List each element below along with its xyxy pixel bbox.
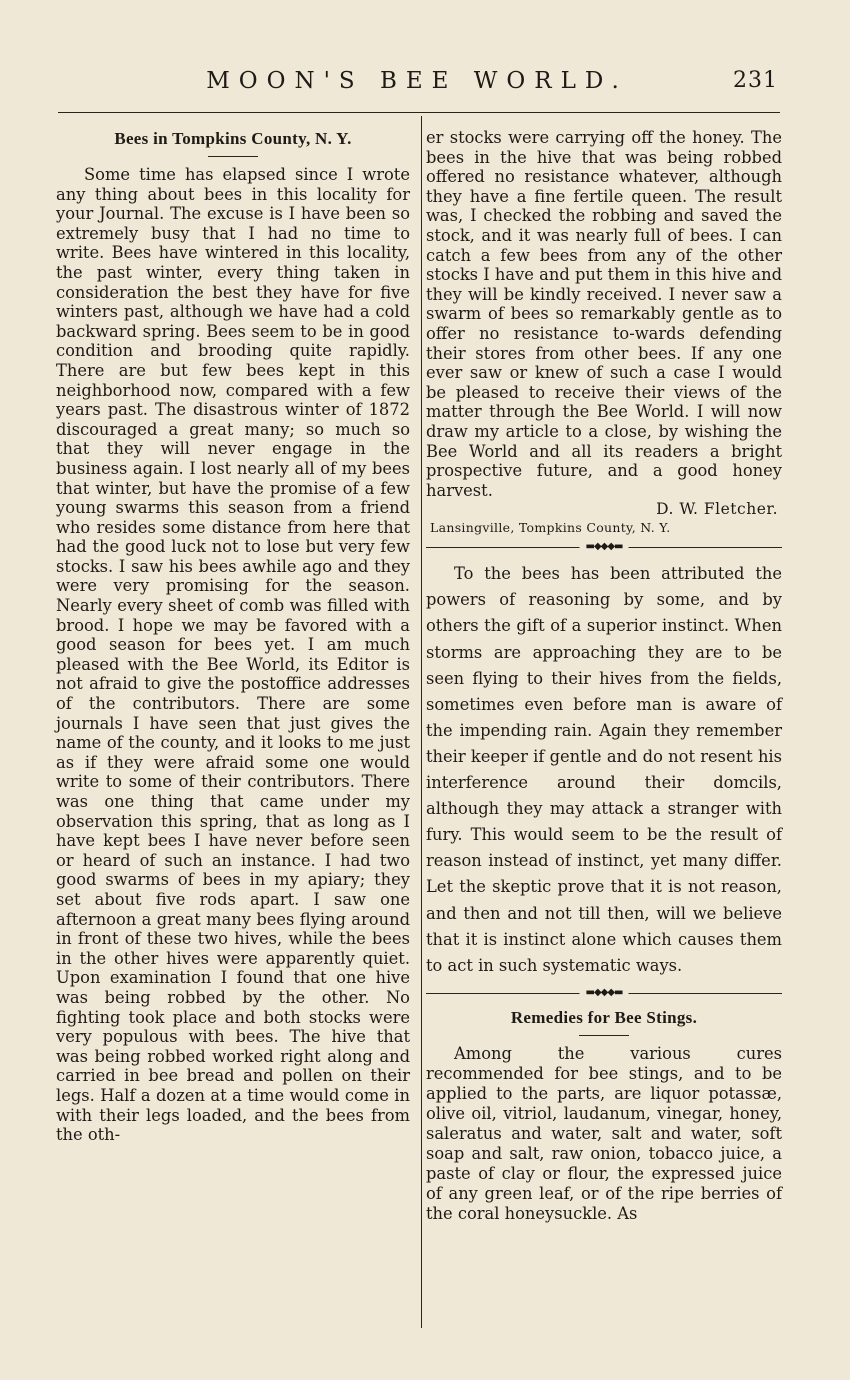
author-location: Lansingville, Tompkins County, N. Y. bbox=[430, 520, 671, 536]
title-rule bbox=[208, 156, 258, 157]
page-number: 231 bbox=[733, 68, 778, 93]
article-remedies: Among the various cures recommended for bee stings, and to be applied to the parts, are liquor potassæ, olive oil, vitriol, laudanum, vinegar, honey, saleratus and water, salt and water, soft soap and salt, raw onion, tobacco juice, a paste of clay or flour, the expressed juice of any green leaf, or of the ripe berries of the coral honeysuckle. As bbox=[426, 1043, 782, 1223]
running-title: MOON'S BEE WORLD. bbox=[206, 68, 628, 94]
article-continuation: er stocks were carrying off the honey. The bees in the hive that was being robbed offered no resistance whatever, although they have a fine fertile queen. The result was, I checked the robbing and saved the stock, and it was nearly full of bees. I can catch a few bees from any of the other stocks I have and put them in this hive and they will be kindly received. I never saw a swarm of bees so remarkably gentle as to offer no resistance to-wards defending their stores from other bees. If any one ever saw or knew of such a case I would be pleased to receive their views of the matter through the Bee World. I will now draw my article to a close, by wishing the Bee World and all its readers a bright prospective future, and a good honey harvest. bbox=[426, 128, 782, 500]
ornament-glyph-2: ▬◆◆◆▬ bbox=[580, 986, 629, 1000]
article-paragraph: Some time has elapsed since I wrote any thing about bees in this locality for your Journal. The excuse is I have been so extremely busy that I had no time to write. Bees have wintered in this locality, the past winter, every thing taken in consideration the best they have for five winters past, although we have had a cold backward spring. Bees seem to be in good condition and brooding quite rapidly. There are but few bees kept in this neighborhood now, compared with a few years past. The disastrous winter of 1872 discouraged a great many; so much so that they will never engage in the business again. I lost nearly all of my bees that winter, but have the promise of a few young swarms this season from a friend who resides some distance from here that had the good luck not to lose but very few stocks. I saw his bees awhile ago and they were very promising for the season. Nearly every sheet of comb was filled with brood. I hope we may be favored with a good season for bees yet. I am much pleased with the Bee World, its Editor is not afraid to give the postoffice addresses of the contributors. There are some journals I have seen that just gives the name of the county, and it looks to me just as if they were afraid some one would write to some of their contributors. There was one thing that came under my observation this spring, that as long as I have kept bees I have never before seen or heard of such an instance. I had two good swarms of bees in my apiary; they set about five rods apart. I saw one afternoon a great many bees flying around in front of these two hives, while the bees in the other hives were apparently quiet. Upon examination I found that one hive was being robbed by the other. No fighting took place and both stocks were very populous with bees. The hive that was being robbed worked right along and carried in bee bread and pollen on their legs. Half a dozen at a time would come in with their legs loaded, and the bees from the oth- bbox=[56, 165, 410, 1145]
author-signature: D. W. Fletcher. bbox=[656, 500, 778, 519]
column-divider bbox=[421, 116, 422, 1328]
ornamental-divider bbox=[426, 543, 782, 553]
article-bee-instinct: To the bees has been attributed the powers of reasoning by some, and by others the gift of a superior instinct. When storms are approaching they are to be seen flying to their hives from the fields, sometimes even before man is aware of the impending rain. Again they remember their keeper if gentle and do not resent his interference around their domcils, although they may attack a stranger with fury. This would seem to be the result of reason instead of instinct, yet many differ. Let the skeptic prove that it is not reason, and then and not till then, will we believe that it is instinct alone which causes them to act in such systematic ways. bbox=[426, 564, 782, 975]
ornament-glyph: ▬◆◆◆▬ bbox=[580, 540, 629, 554]
left-column bbox=[56, 128, 410, 1145]
article-title-bees-tompkins: Bees in Tompkins County, N. Y. bbox=[114, 129, 352, 148]
title-rule-2 bbox=[579, 1035, 629, 1036]
running-head bbox=[52, 66, 782, 102]
ornamental-divider-2 bbox=[426, 986, 782, 999]
header-rule bbox=[58, 112, 780, 113]
article-title-remedies: Remedies for Bee Stings. bbox=[510, 1007, 698, 1027]
right-column bbox=[426, 128, 782, 1224]
